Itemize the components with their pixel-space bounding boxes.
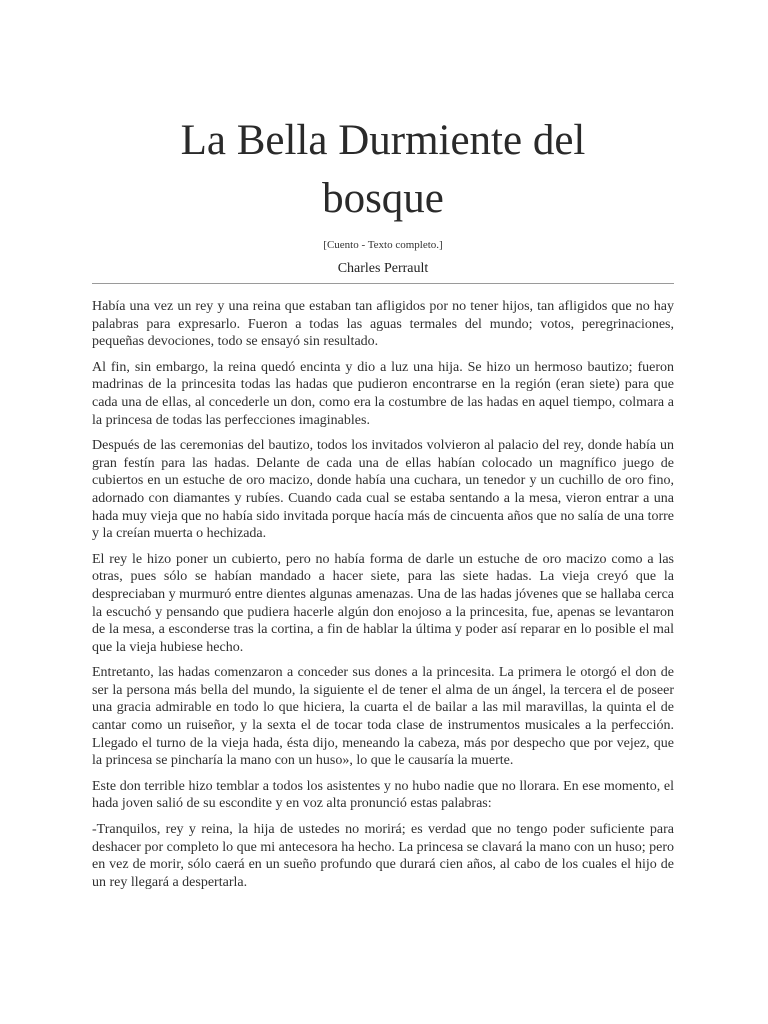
document-title [92, 112, 674, 228]
paragraph: Entretanto, las hadas comenzaron a conceder sus dones a la princesita. La primera le otorgó el don de ser la persona más bella del mundo, la siguiente el de tener el alma de un ángel, la tercera el de poseer una gracia admirable en todo lo que hiciera, la cuarta el de bailar a las mil maravillas, la quinta el de cantar como un ruiseñor, y la sexta el de tocar toda clase de instrumentos musicales a la perfección. Llegado el turno de la vieja hada, ésta dijo, meneando la cabeza, más por despecho que por vejez, que la princesa se pincharía la mano con un huso», lo que le causaría la muerte. [92, 665, 674, 769]
document-subtitle: [Cuento - Texto completo.] [323, 239, 443, 251]
paragraph: -Tranquilos, rey y reina, la hija de ustedes no morirá; es verdad que no tengo poder suficiente para deshacer por completo lo que mi antecesora ha hecho. La princesa se clavará la mano con un huso; pero en vez de morir, sólo caerá en un sueño profundo que durará cien años, al cabo de los cuales el hijo de un rey llegará a despertarla. [92, 822, 674, 890]
paragraph: Después de las ceremonias del bautizo, todos los invitados volvieron al palacio del rey, donde había un gran festín para las hadas. Delante de cada una de ellas habían colocado un magnífico juego de cubiertos en un estuche de oro macizo, donde había una cuchara, un tenedor y un cuchillo de oro fino, adornado con diamantes y rubíes. Cuando cada cual se estaba sentando a la mesa, vieron entrar a una hada muy vieja que no había sido invitada porque hacía más de cincuenta años que no salía de una torre y la creían muerta o hechizada. [92, 438, 674, 542]
document-author: Charles Perrault [92, 260, 674, 284]
paragraph: El rey le hizo poner un cubierto, pero no había forma de darle un estuche de oro macizo como a las otras, pues sólo se habían mandado a hacer siete, para las siete hadas. La vieja creyó que la despreciaban y murmuró entre dientes algunas amenazas. Una de las hadas jóvenes que se hallaba cerca la escuchó y pensando que pudiera hacerle algún don enojoso a la princesita, fue, apenas se levantaron de la mesa, a esconderse tras la cortina, a fin de hablar la última y poder así reparar en lo posible el mal que la vieja hubiese hecho. [92, 551, 674, 655]
document-page [92, 0, 674, 1024]
paragraph: Había una vez un rey y una reina que estaban tan afligidos por no tener hijos, tan afligidos que no hay palabras para expresarlo. Fueron a todas las aguas termales del mundo; votos, peregrinaciones, pequeñas devociones, todo se ensayó sin resultado. [92, 299, 674, 350]
title-line-1: La Bella Durmiente del [180, 117, 586, 164]
title-line-2: bosque [322, 175, 444, 222]
paragraph: Al fin, sin embargo, la reina quedó encinta y dio a luz una hija. Se hizo un hermoso bautizo; fueron madrinas de la princesita todas las hadas que pudieron encontrarse en la región (eran siete) para que cada una de ellas, al concederle un don, como era la costumbre de las hadas en aquel tiempo, colmara a la princesa de todas las perfecciones imaginables. [92, 359, 674, 428]
paragraph: Este don terrible hizo temblar a todos los asistentes y no hubo nadie que no llorara. En ese momento, el hada joven salió de su escondite y en voz alta pronunció estas palabras: [92, 778, 674, 812]
document-body [92, 298, 674, 891]
